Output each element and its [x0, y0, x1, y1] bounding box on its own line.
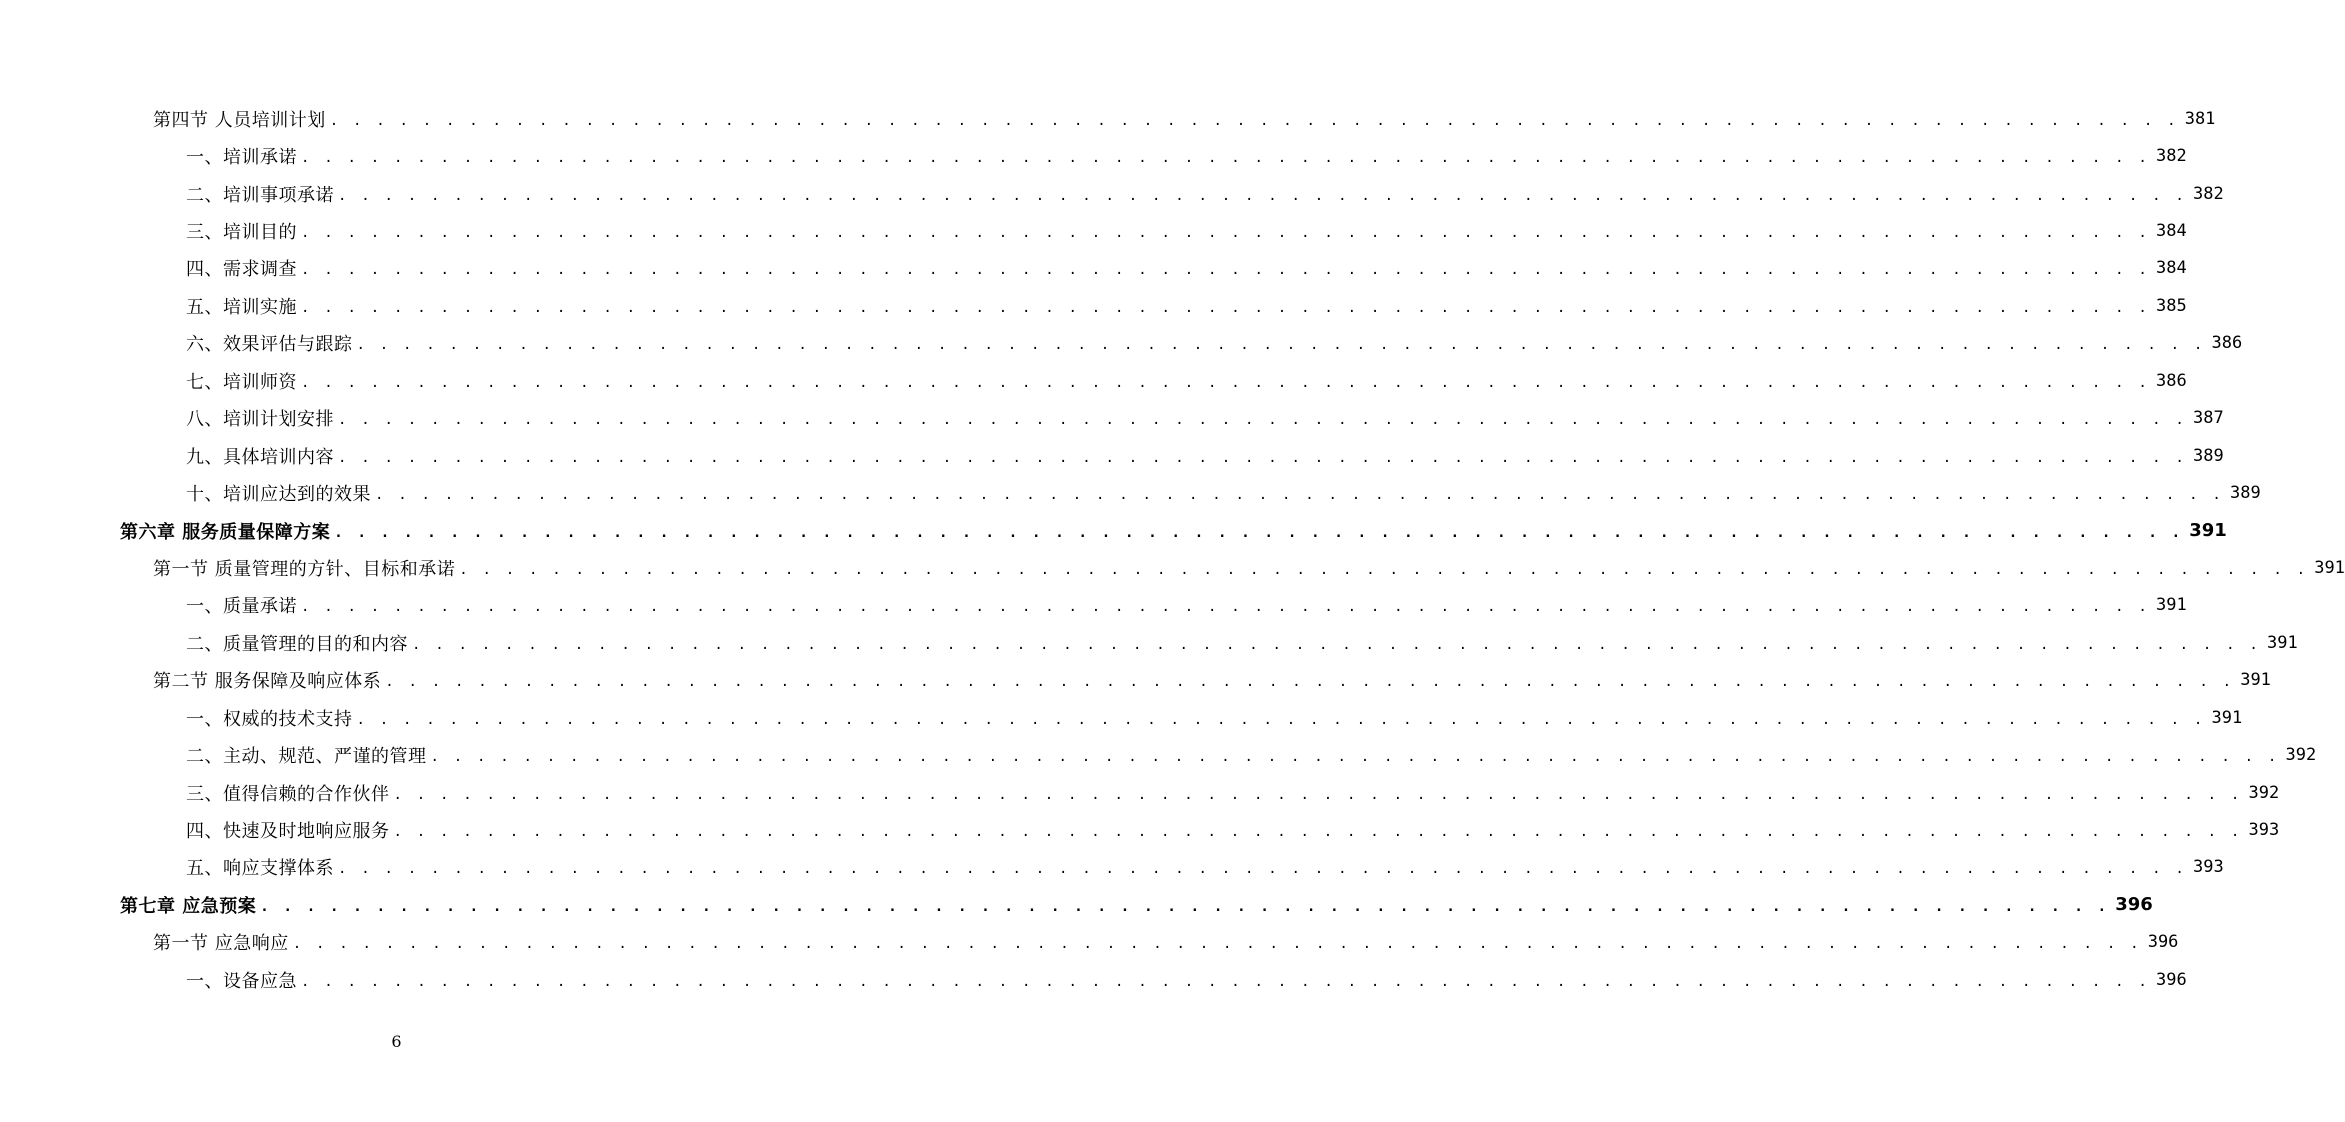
toc-entry-item[interactable]: [0, 325, 2243, 362]
toc-entry-item[interactable]: [0, 961, 2187, 998]
toc-entry-section[interactable]: [0, 549, 2345, 586]
toc-entry-page-number: 392: [2248, 782, 2280, 803]
toc-dot-leader: . . . . . . . . . . . . . . . . . . . . . . . . . . . . . . . . . . . . . . . . . . . . . . . . . . . . . . . . . . . . . . . . . . . . . . . . . . . . . . . .: [260, 898, 2110, 915]
toc-entry-page-number: 381: [2184, 108, 2216, 129]
toc-entry-title: 五、响应支撑体系: [186, 858, 334, 880]
toc-entry-item[interactable]: [0, 849, 2224, 886]
toc-entry-item[interactable]: [0, 624, 2298, 661]
toc-dot-leader: . . . . . . . . . . . . . . . . . . . . . . . . . . . . . . . . . . . . . . . . . . . . . . . . . . . . . . . . . . . . . . . . . . . . . . . . . . . . . . . .: [338, 412, 2187, 429]
toc-entry-section[interactable]: [0, 662, 2271, 699]
toc-entry-page-number: 386: [2211, 333, 2243, 354]
toc-dot-leader: . . . . . . . . . . . . . . . . . . . . . . . . . . . . . . . . . . . . . . . . . . . . . . . . . . . . . . . . . . . . . . . . . . . . . . . . . . . . . . . .: [292, 936, 2142, 953]
toc-entry-item[interactable]: [0, 287, 2187, 324]
toc-entry-item[interactable]: [0, 212, 2187, 249]
toc-entry-title: 一、质量承诺: [186, 596, 297, 618]
toc-dot-leader: . . . . . . . . . . . . . . . . . . . . . . . . . . . . . . . . . . . . . . . . . . . . . . . . . . . . . . . . . . . . . . . . . . . . . . . . . . . . . . . .: [301, 225, 2150, 242]
toc-entry-page-number: 391: [2314, 557, 2345, 578]
toc-dot-leader: . . . . . . . . . . . . . . . . . . . . . . . . . . . . . . . . . . . . . . . . . . . . . . . . . . . . . . . . . . . . . . . . . . . . . . . . . . . . . . . .: [329, 112, 2179, 129]
toc-dot-leader: . . . . . . . . . . . . . . . . . . . . . . . . . . . . . . . . . . . . . . . . . . . . . . . . . . . . . . . . . . . . . . . . . . . . . . . . . . . . . . . .: [338, 861, 2187, 878]
toc-entry-title: 三、培训目的: [186, 222, 297, 244]
toc-entry-title: 二、主动、规范、严谨的管理: [186, 746, 427, 768]
toc-entry-title: 一、培训承诺: [186, 147, 297, 169]
toc-entry-page-number: 396: [2155, 969, 2187, 990]
toc-entry-item[interactable]: [0, 137, 2187, 174]
toc-entry-page-number: 396: [2115, 894, 2153, 916]
toc-dot-leader: . . . . . . . . . . . . . . . . . . . . . . . . . . . . . . . . . . . . . . . . . . . . . . . . . . . . . . . . . . . . . . . . . . . . . . . . . . . . . . . .: [301, 973, 2150, 990]
toc-entry-page-number: 391: [2189, 520, 2227, 542]
toc-dot-leader: . . . . . . . . . . . . . . . . . . . . . . . . . . . . . . . . . . . . . . . . . . . . . . . . . . . . . . . . . . . . . . . . . . . . . . . . . . . . . . . .: [430, 749, 2280, 766]
toc-entry-item[interactable]: [0, 400, 2224, 437]
toc-dot-leader: . . . . . . . . . . . . . . . . . . . . . . . . . . . . . . . . . . . . . . . . . . . . . . . . . . . . . . . . . . . . . . . . . . . . . . . . . . . . . . . .: [393, 786, 2243, 803]
toc-entry-item[interactable]: [0, 587, 2187, 624]
toc-dot-leader: . . . . . . . . . . . . . . . . . . . . . . . . . . . . . . . . . . . . . . . . . . . . . . . . . . . . . . . . . . . . . . . . . . . . . . . . . . . . . . . .: [338, 187, 2187, 204]
toc-entry-title: 一、设备应急: [186, 970, 297, 992]
toc-entry-title: 二、质量管理的目的和内容: [186, 633, 408, 655]
toc-entry-page-number: 392: [2285, 745, 2317, 766]
toc-entry-page-number: 382: [2155, 146, 2187, 167]
toc-dot-leader: . . . . . . . . . . . . . . . . . . . . . . . . . . . . . . . . . . . . . . . . . . . . . . . . . . . . . . . . . . . . . . . . . . . . . . . . . . . . . . . .: [385, 674, 2235, 691]
toc-entry-title: 七、培训师资: [186, 371, 297, 393]
toc-entry-title: 九、具体培训内容: [186, 446, 334, 468]
toc-entry-page-number: 391: [2266, 632, 2298, 653]
toc-entry-title: 十、培训应达到的效果: [186, 484, 371, 506]
toc-entry-title: 第一节 质量管理的方针、目标和承诺: [153, 558, 456, 580]
toc-entry-title: 第一节 应急响应: [153, 933, 289, 955]
table-of-contents: [0, 100, 2345, 999]
toc-entry-page-number: 387: [2192, 408, 2224, 429]
toc-entry-title: 五、培训实施: [186, 296, 297, 318]
toc-entry-page-number: 391: [2211, 707, 2243, 728]
toc-dot-leader: . . . . . . . . . . . . . . . . . . . . . . . . . . . . . . . . . . . . . . . . . . . . . . . . . . . . . . . . . . . . . . . . . . . . . . . . . . . . . . . .: [301, 374, 2150, 391]
toc-entry-page-number: 384: [2155, 258, 2187, 279]
toc-entry-chapter[interactable]: [0, 512, 2227, 549]
toc-dot-leader: . . . . . . . . . . . . . . . . . . . . . . . . . . . . . . . . . . . . . . . . . . . . . . . . . . . . . . . . . . . . . . . . . . . . . . . . . . . . . . . .: [393, 824, 2243, 841]
toc-dot-leader: . . . . . . . . . . . . . . . . . . . . . . . . . . . . . . . . . . . . . . . . . . . . . . . . . . . . . . . . . . . . . . . . . . . . . . . . . . . . . . . .: [334, 524, 2184, 541]
toc-entry-title: 第二节 服务保障及响应体系: [153, 671, 382, 693]
toc-entry-title: 四、需求调查: [186, 259, 297, 281]
toc-dot-leader: . . . . . . . . . . . . . . . . . . . . . . . . . . . . . . . . . . . . . . . . . . . . . . . . . . . . . . . . . . . . . . . . . . . . . . . . . . . . . . . .: [459, 561, 2309, 578]
toc-entry-page-number: 384: [2155, 221, 2187, 242]
toc-entry-item[interactable]: [0, 699, 2243, 736]
toc-entry-item[interactable]: [0, 362, 2187, 399]
toc-entry-page-number: 385: [2155, 295, 2187, 316]
toc-dot-leader: . . . . . . . . . . . . . . . . . . . . . . . . . . . . . . . . . . . . . . . . . . . . . . . . . . . . . . . . . . . . . . . . . . . . . . . . . . . . . . . .: [356, 337, 2206, 354]
toc-dot-leader: . . . . . . . . . . . . . . . . . . . . . . . . . . . . . . . . . . . . . . . . . . . . . . . . . . . . . . . . . . . . . . . . . . . . . . . . . . . . . . . .: [301, 299, 2150, 316]
toc-dot-leader: . . . . . . . . . . . . . . . . . . . . . . . . . . . . . . . . . . . . . . . . . . . . . . . . . . . . . . . . . . . . . . . . . . . . . . . . . . . . . . . .: [301, 599, 2150, 616]
toc-entry-page-number: 396: [2147, 932, 2179, 953]
toc-entry-title: 二、培训事项承诺: [186, 184, 334, 206]
toc-entry-title: 第四节 人员培训计划: [153, 109, 326, 131]
toc-entry-chapter[interactable]: [0, 886, 2153, 923]
toc-entry-page-number: 382: [2192, 183, 2224, 204]
toc-entry-page-number: 391: [2155, 595, 2187, 616]
toc-entry-page-number: 389: [2192, 445, 2224, 466]
toc-dot-leader: . . . . . . . . . . . . . . . . . . . . . . . . . . . . . . . . . . . . . . . . . . . . . . . . . . . . . . . . . . . . . . . . . . . . . . . . . . . . . . . .: [338, 449, 2187, 466]
toc-entry-page-number: 391: [2240, 670, 2271, 691]
toc-entry-title: 三、值得信赖的合作伙伴: [186, 783, 390, 805]
page-number: 6: [391, 1032, 402, 1051]
toc-entry-section[interactable]: [0, 100, 2216, 137]
toc-entry-title: 四、快速及时地响应服务: [186, 821, 390, 843]
toc-entry-title: 一、权威的技术支持: [186, 708, 353, 730]
toc-dot-leader: . . . . . . . . . . . . . . . . . . . . . . . . . . . . . . . . . . . . . . . . . . . . . . . . . . . . . . . . . . . . . . . . . . . . . . . . . . . . . . . .: [412, 636, 2261, 653]
toc-entry-page-number: 393: [2192, 857, 2224, 878]
toc-dot-leader: . . . . . . . . . . . . . . . . . . . . . . . . . . . . . . . . . . . . . . . . . . . . . . . . . . . . . . . . . . . . . . . . . . . . . . . . . . . . . . . .: [375, 487, 2224, 504]
toc-entry-section[interactable]: [0, 924, 2179, 961]
toc-entry-title: 第七章 应急预案: [120, 895, 257, 917]
toc-entry-item[interactable]: [0, 811, 2280, 848]
toc-entry-item[interactable]: [0, 437, 2224, 474]
toc-entry-item[interactable]: [0, 175, 2224, 212]
toc-entry-title: 六、效果评估与跟踪: [186, 334, 353, 356]
toc-entry-item[interactable]: [0, 474, 2261, 511]
toc-entry-item[interactable]: [0, 774, 2280, 811]
toc-entry-page-number: 393: [2248, 820, 2280, 841]
toc-dot-leader: . . . . . . . . . . . . . . . . . . . . . . . . . . . . . . . . . . . . . . . . . . . . . . . . . . . . . . . . . . . . . . . . . . . . . . . . . . . . . . . .: [356, 711, 2206, 728]
toc-entry-page-number: 386: [2155, 370, 2187, 391]
toc-dot-leader: . . . . . . . . . . . . . . . . . . . . . . . . . . . . . . . . . . . . . . . . . . . . . . . . . . . . . . . . . . . . . . . . . . . . . . . . . . . . . . . .: [301, 150, 2150, 167]
toc-entry-title: 八、培训计划安排: [186, 409, 334, 431]
toc-dot-leader: . . . . . . . . . . . . . . . . . . . . . . . . . . . . . . . . . . . . . . . . . . . . . . . . . . . . . . . . . . . . . . . . . . . . . . . . . . . . . . . .: [301, 262, 2150, 279]
toc-entry-page-number: 389: [2229, 483, 2261, 504]
toc-entry-item[interactable]: [0, 250, 2187, 287]
toc-entry-item[interactable]: [0, 736, 2317, 773]
toc-entry-title: 第六章 服务质量保障方案: [120, 521, 331, 543]
